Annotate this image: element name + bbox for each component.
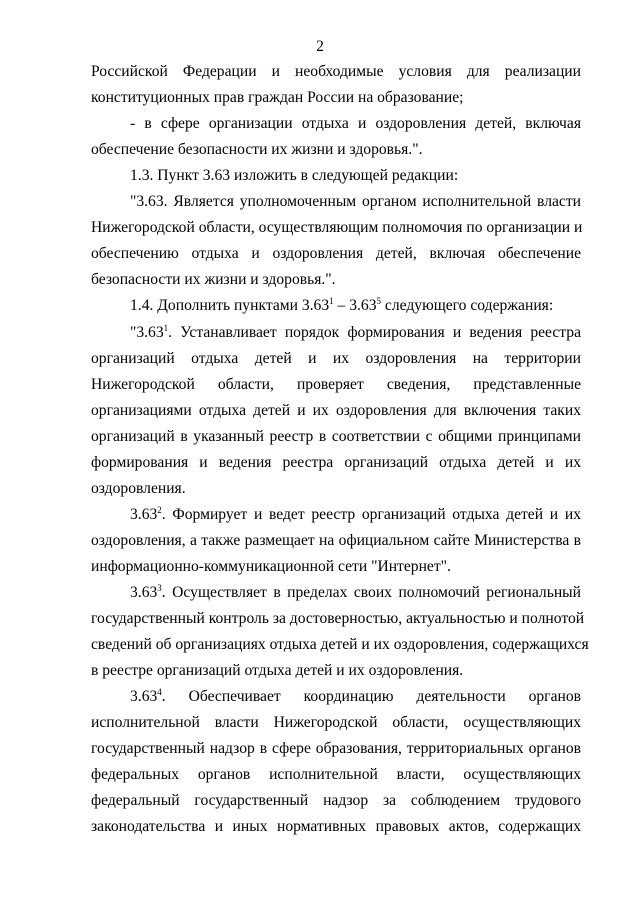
superscript: 3 (157, 582, 162, 593)
text-line (91, 140, 581, 160)
text-line (130, 192, 581, 212)
text-line (130, 583, 581, 603)
text-segment: "3.63 (130, 323, 164, 341)
text-segment: - в сфере организации отдыха и оздоровления детей, включая (130, 115, 581, 133)
text-line (130, 505, 581, 525)
text-line (91, 713, 581, 733)
text-segment: 3.63 (130, 505, 158, 523)
text-line (91, 739, 581, 759)
text-line (91, 270, 581, 290)
text-segment: информационно-коммуникационной сети "Интернет". (91, 557, 451, 575)
text-segment: обеспечение безопасности их жизни и здоровья.". (91, 141, 423, 159)
text-line (91, 635, 589, 655)
text-segment: 1.3. Пункт 3.63 изложить в следующей редакции: (130, 167, 459, 185)
superscript: 1 (329, 296, 334, 307)
text-segment: . Устанавливает порядок формирования и ведения реестра (168, 323, 581, 341)
text-segment: . Обеспечивает координацию деятельности органов (161, 688, 581, 706)
text-segment: следующего содержания: (381, 297, 554, 315)
text-segment: организациями отдыха детей и их оздоровления для включения таких (91, 401, 581, 419)
text-line (91, 791, 581, 811)
text-line (130, 323, 581, 343)
text-segment: формирования и ведения реестра организаций отдыха детей и их (91, 453, 581, 471)
text-segment: оздоровления, а также размещает на официальном сайте Министерства в (91, 531, 581, 549)
text-line (91, 349, 581, 369)
text-line (91, 557, 581, 577)
text-segment: конституционных прав граждан России на образование; (91, 89, 464, 107)
text-line (91, 401, 581, 421)
text-line (91, 218, 581, 238)
text-segment: 3.63 (130, 688, 158, 706)
superscript: 1 (163, 322, 169, 333)
text-line (91, 453, 581, 473)
text-line (130, 296, 581, 316)
text-line (130, 687, 581, 707)
text-segment: федеральных органов исполнительной власти, осуществляющих (91, 766, 581, 784)
text-line (91, 531, 581, 551)
text-line (91, 88, 581, 108)
text-line (91, 765, 581, 785)
text-line (91, 375, 581, 395)
text-segment: обеспечению отдыха и оздоровления детей, включая обеспечение (91, 245, 581, 263)
text-segment: в реестре организаций отдыха детей и их оздоровления. (91, 662, 464, 680)
text-segment: "3.63. Является уполномоченным органом исполнительной власти (130, 193, 581, 211)
text-segment: государственный надзор в сфере образования, территориальных органов (91, 740, 581, 758)
text-segment: законодательства и иных нормативных правовых актов, содержащих (91, 818, 581, 836)
text-segment: государственный контроль за достоверностью, актуальностью и полнотой (91, 610, 585, 628)
text-segment: оздоровления. (91, 479, 186, 497)
text-segment: 1.4. Дополнить пунктами 3.63 (130, 297, 330, 315)
text-line (91, 609, 585, 629)
text-segment: . Формирует и ведет реестр организаций отдыха детей и их (161, 505, 581, 523)
text-segment: Нижегородской области, осуществляющим полномочия по организации и (91, 219, 583, 237)
text-segment: сведений об организациях отдыха детей и их оздоровления, содержащихся (91, 636, 589, 654)
text-segment: организаций в указанный реестр в соответствии с общими принципами (91, 427, 581, 445)
text-segment: Нижегородской области, проверяет сведения, представленные (91, 375, 581, 393)
text-segment: безопасности их жизни и здоровья.". (91, 271, 336, 289)
superscript: 5 (376, 296, 382, 307)
text-segment: . Осуществляет в пределах своих полномочий региональный (161, 584, 581, 601)
text-line (130, 114, 581, 134)
text-segment: – 3.63 (333, 297, 377, 315)
superscript: 2 (157, 504, 162, 515)
text-segment: 3.63 (130, 584, 158, 601)
text-segment: Российской Федерации и необходимые условия для реализации (91, 63, 581, 80)
text-line (130, 166, 581, 186)
text-segment: федеральный государственный надзор за соблюдением трудового (91, 792, 581, 810)
page-number: 2 (316, 38, 324, 55)
superscript: 4 (157, 687, 162, 697)
text-line (91, 479, 581, 499)
text-segment: исполнительной власти Нижегородской области, осуществляющих (91, 714, 581, 732)
text-line (91, 817, 581, 837)
text-segment: организаций отдыха детей и их оздоровления на территории (91, 349, 581, 367)
text-line (91, 244, 581, 264)
text-line (91, 661, 581, 681)
text-line (91, 62, 581, 82)
text-line (91, 427, 581, 447)
